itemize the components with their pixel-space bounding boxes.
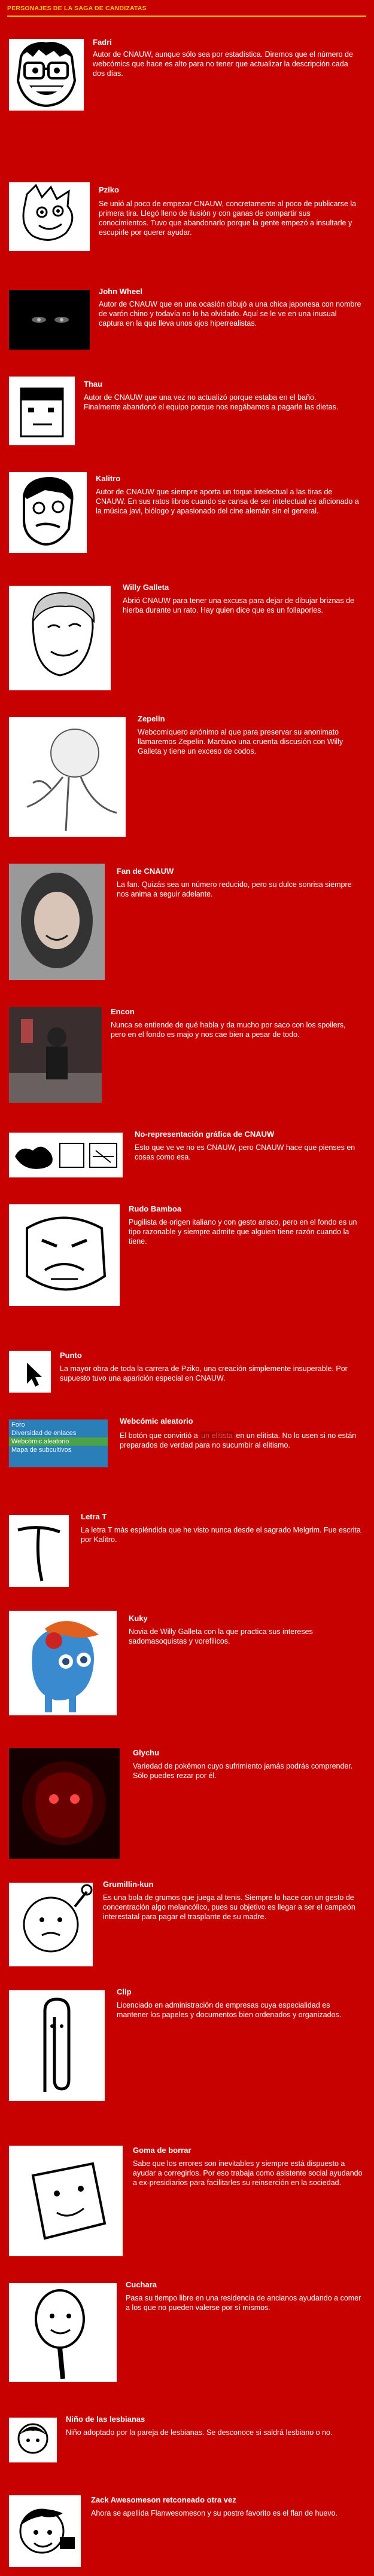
willy-galleta-name: Willy Galleta xyxy=(123,583,169,592)
rudo-bamboa-name: Rudo Bamboa xyxy=(129,1204,182,1213)
menu-item-foro[interactable]: Foro xyxy=(11,1421,25,1428)
fadri-name: Fadri xyxy=(93,38,112,47)
kalitro-name: Kalitro xyxy=(96,474,121,483)
random-webcomic-menu xyxy=(9,1419,108,1467)
elitista-link[interactable]: un elitista xyxy=(201,1431,233,1440)
header-divider xyxy=(7,16,366,17)
nino-de-las-lesbianas-name: Niño de las lesbianas xyxy=(66,2415,145,2424)
punto-image xyxy=(9,1351,51,1393)
goma-de-borrar-name: Goma de borrar xyxy=(133,2146,191,2155)
webcomic-aleatorio-description xyxy=(120,1431,365,1450)
clip-portrait xyxy=(9,1990,105,2101)
no-representacion-image xyxy=(9,1133,123,1177)
fan-de-cnauw-name: Fan de CNAUW xyxy=(117,867,174,876)
glychu-portrait xyxy=(9,1748,120,1859)
zack-awesomeson-name: Zack Awesomeson retconeado otra vez xyxy=(91,2495,236,2504)
desc-part-a: El botón que convirtió a xyxy=(120,1431,198,1440)
cuchara-name: Cuchara xyxy=(126,2280,157,2289)
no-representacion-description: Esto que ve ve no es CNAUW, pero CNAUW hace que pienses en cosas como esa. xyxy=(135,1143,355,1161)
grumillin-kun-portrait xyxy=(9,1883,93,1966)
kuky-description: Novia de Willy Galleta con la que practica sus intereses sadomasoquistas y vorefilicos. xyxy=(129,1627,313,1645)
pziko-description: Se unió al poco de empezar CNAUW, concretamente al poco de publicarse la primera tira. Llegó lleno de ilusión y con ganas de compartir sus conocimientos. Tuvo que abandonarlo porque la gente empezó a insultarle y escupirle por querer ayudar. xyxy=(99,200,357,237)
grumillin-kun-description: Es una bola de grumos que juega al tenis. Siempre lo hace con un gesto de concentración algo melancólico, pues su objetivo es llegar a ser el campeón interestatal para pagar el trasplante de su madre. xyxy=(103,1893,355,1921)
page-title: PERSONAJES DE LA SAGA DE CANDIZATAS xyxy=(7,5,147,12)
zack-awesomeson-description: Ahora se apellida Flanwesomeson y su postre favorito es el flan de huevo. xyxy=(91,2509,338,2517)
zack-awesomeson-portrait xyxy=(9,2495,81,2567)
letra-t-description: La letra T más espléndida que he visto nunca desde el sagrado Melgrim. Fue escrita por Kalitro. xyxy=(81,1526,361,1544)
cuchara-description: Pasa su tiempo libre en una residencia de ancianos ayudando a comer a los que no pueden valerse por sí mismos. xyxy=(126,2294,361,2312)
goma-de-borrar-portrait xyxy=(9,2146,123,2256)
grumillin-kun-name: Grumillin-kun xyxy=(103,1880,154,1889)
clip-name: Clip xyxy=(117,1987,132,1996)
punto-description: La mayor obra de toda la carrera de Pziko, una creación simplemente insuperable. Por supuesto tuvo una aparición especial en CNAUW. xyxy=(60,1365,348,1382)
john-wheel-description: Autor de CNAUW que en una ocasión dibujó a una chica japonesa con nombre de varón chino y todavía no lo ha olvidado. Aquí se le ve en una inusual captura en la que lleva unos ojos hiperrealistas. xyxy=(99,300,361,328)
menu-item-diversidad[interactable]: Diversidad de enlaces xyxy=(11,1430,77,1437)
encon-name: Encon xyxy=(111,1007,135,1016)
pziko-portrait xyxy=(9,182,90,251)
punto-name: Punto xyxy=(60,1351,82,1360)
john-wheel-portrait xyxy=(9,290,90,350)
fan-de-cnauw-photo xyxy=(9,864,105,980)
glychu-name: Glychu xyxy=(133,1748,160,1757)
fadri-portrait xyxy=(9,39,84,111)
zepelin-portrait xyxy=(9,717,126,837)
rudo-bamboa-portrait xyxy=(9,1204,120,1306)
rudo-bamboa-description: Pugilista de origen italiano y con gesto ansco, pero en el fondo es un tipo razonable y siempre admite que alguien tiene razón cuando la tiene. xyxy=(129,1218,357,1246)
thau-description: Autor de CNAUW que una vez no actualizó porque estaba en el baño. Finalmente abandonó el equipo porque nos negábamos a pagarle las dietas. xyxy=(84,393,339,411)
goma-de-borrar-description: Sabe que los errores son inevitables y siempre está dispuesto a ayudar a corregirlos. Por eso trabaja como asistente social ayudando a ex-presidiarios para facilitarles su reinserción en la sociedad. xyxy=(133,2159,363,2187)
kuky-portrait xyxy=(9,1611,117,1715)
nino-de-las-lesbianas-portrait xyxy=(9,2418,57,2462)
nino-de-las-lesbianas-description: Niño adoptado por la pareja de lesbianas. Se desconoce si saldrá lesbiano o no. xyxy=(66,2428,333,2437)
kalitro-description: Autor de CNAUW que siempre aporta un toque intelectual a las tiras de CNAUW. En sus ratos libros cuando se cansa de ser intelectual es aficionado a la música javi, biólogo y apasionado del cine alemán sin el general. xyxy=(96,488,359,515)
john-wheel-name: John Wheel xyxy=(99,287,142,296)
fadri-description: Autor de CNAUW, aunque sólo sea por estadística. Diremos que el número de webcómics que hace es alto para no tener que actualizar la descripción cada dos días. xyxy=(93,50,353,78)
kuky-name: Kuky xyxy=(129,1614,148,1623)
webcomic-aleatorio-name: Webcómic aleatorio xyxy=(120,1417,193,1425)
letra-t-name: Letra T xyxy=(81,1512,107,1521)
fan-de-cnauw-description: La fan. Quizás sea un número reducido, pero su dulce sonrisa siempre nos anima a seguir adelante. xyxy=(117,880,352,898)
thau-name: Thau xyxy=(84,380,103,388)
encon-photo xyxy=(9,1007,102,1103)
zepelin-description: Webcomiquero anónimo al que para preservar su anonimato llamaremos Zepelín. Mantuvo una cruenta discusión con Willy Galleta y tiene un exceso de codos. xyxy=(138,728,343,755)
letra-t-image xyxy=(9,1515,69,1587)
willy-galleta-description: Abrió CNAUW para tener una excusa para dejar de dibujar briznas de hierba durante un rato. Hay quien dice que es un follaporles. xyxy=(123,596,355,614)
kalitro-portrait xyxy=(9,472,87,553)
encon-description: Nunca se entiende de qué habla y da mucho por saco con los spoilers, pero en el fondo es majo y nos cae bien a pesar de todo. xyxy=(111,1021,346,1039)
zepelin-name: Zepelin xyxy=(138,714,165,723)
glychu-description: Variedad de pokémon cuyo sufrimiento jamás podrás comprender. Sólo puedes rezar por él. xyxy=(133,1762,353,1780)
thau-portrait xyxy=(9,377,75,445)
desc-part-b: en un elitista. No lo usen si no están preparados de verdad para no sucumbir al elitismo. xyxy=(120,1431,357,1449)
no-representacion-name: No-representación gráfica de CNAUW xyxy=(135,1130,275,1139)
menu-item-webcomic-aleatorio[interactable]: Webcómic aleatorio xyxy=(9,1437,108,1446)
clip-description: Licenciado en administración de empresas cuya especialidad es mantener los papeles y documentos bien ordenados y organizados. xyxy=(117,2001,342,2019)
cuchara-portrait xyxy=(9,2283,117,2382)
menu-item-mapa[interactable]: Mapa de subcultivos xyxy=(11,1446,72,1454)
pziko-name: Pziko xyxy=(99,185,119,194)
willy-galleta-portrait xyxy=(9,586,111,690)
